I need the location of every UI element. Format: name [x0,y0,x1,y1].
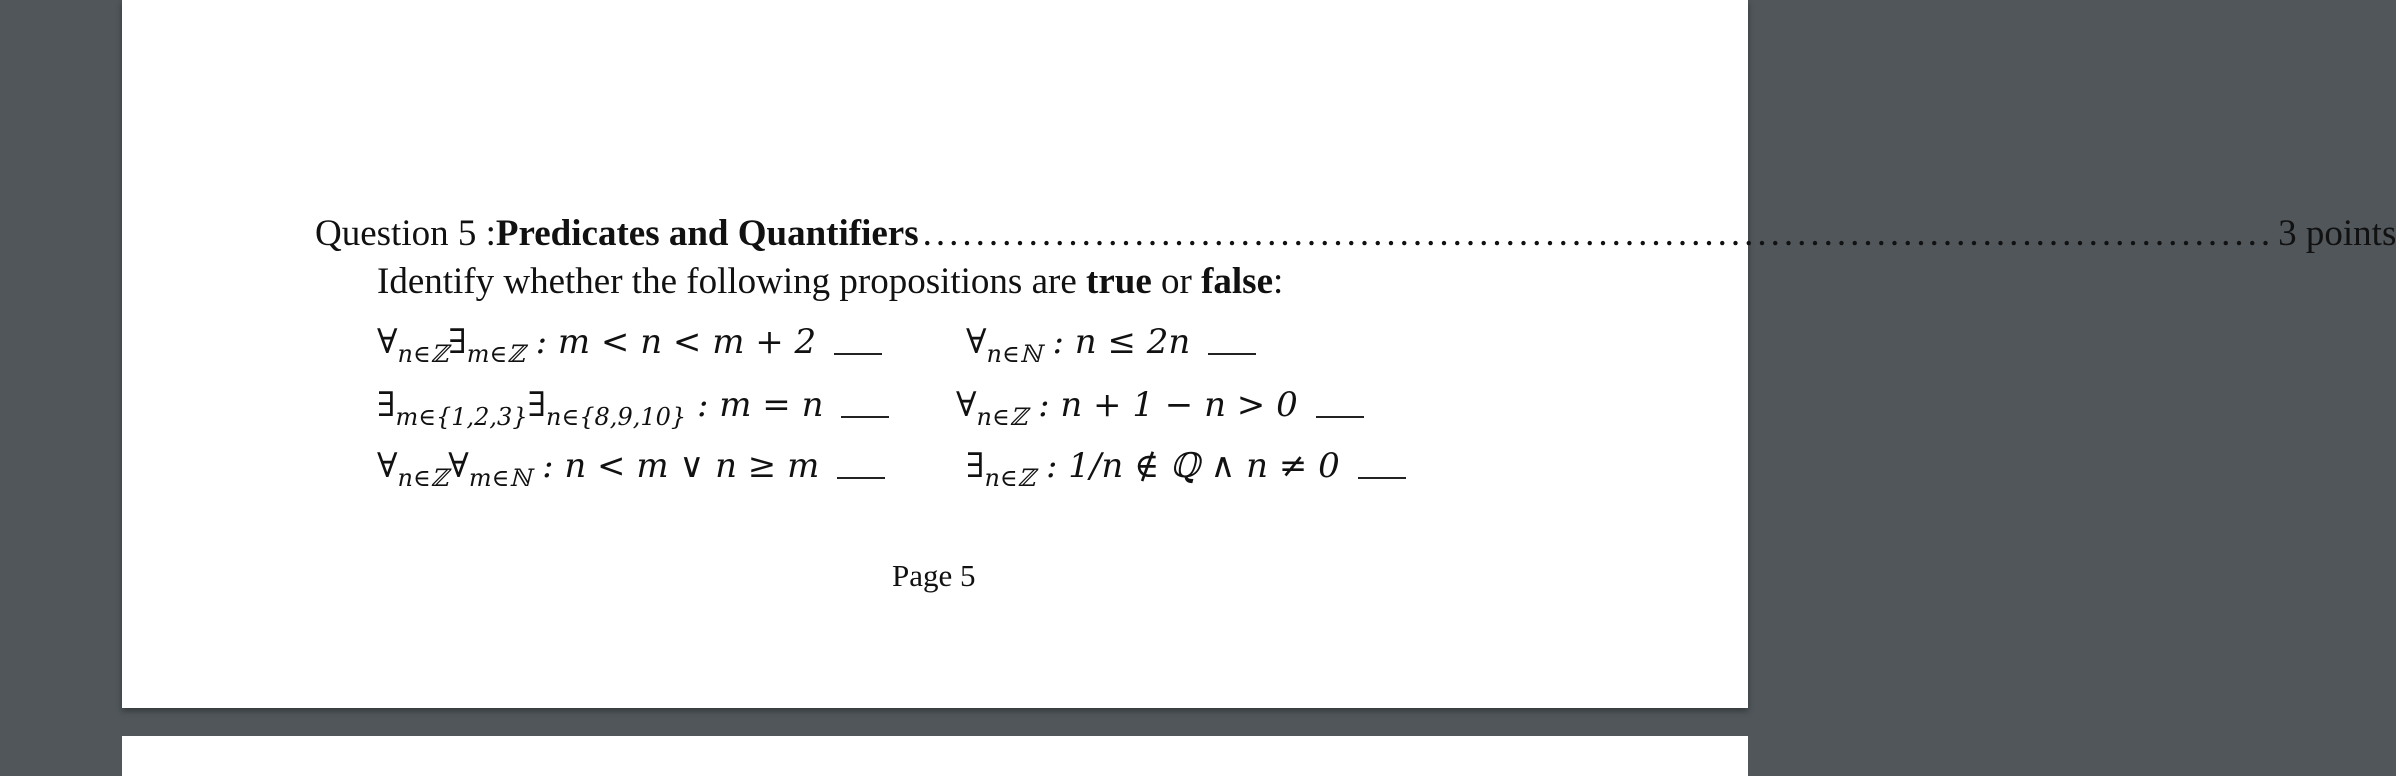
next-pdf-page [122,736,1748,776]
quantifier: ∀ [956,385,977,425]
answer-blank[interactable] [1316,416,1364,418]
instruction-before: Identify whether the following propositions are [377,261,1086,302]
pdf-page [122,0,1748,708]
proposition-body: : n < m ∨ n ≥ m [531,446,820,486]
answer-blank[interactable] [1358,477,1406,479]
quantifier: ∃ [966,446,985,486]
proposition-left-2 [377,385,889,431]
question-number: Question 5 : [315,213,496,254]
question-title: Predicates and Quantifiers [495,213,919,254]
quantifier: ∀ [448,446,469,486]
proposition-right-1 [966,322,1256,368]
quantifier-domain: m∈{1,2,3} [395,403,528,431]
quantifier-domain: n∈ℤ [397,340,449,368]
proposition-right-2 [956,385,1364,431]
answer-blank[interactable] [834,353,882,355]
proposition-body: : n ≤ 2n [1041,322,1191,362]
proposition-right-3 [966,446,1406,492]
quantifier-domain: n∈{8,9,10} [546,403,687,431]
proposition-left-3 [377,446,885,492]
instruction-true: true [1086,261,1152,302]
proposition-left-1 [377,322,882,368]
answer-blank[interactable] [1208,353,1256,355]
instruction-false: false [1201,261,1274,302]
quantifier: ∃ [377,385,396,425]
instruction-or: or [1151,261,1202,302]
quantifier-domain: n∈ℤ [397,464,449,492]
quantifier-domain: m∈ℤ [466,340,525,368]
answer-blank[interactable] [841,416,889,418]
quantifier: ∃ [527,385,547,425]
quantifier: ∀ [966,322,987,362]
quantifier: ∀ [377,446,398,486]
page-number: Page 5 [892,558,976,593]
proposition-body: : m = n [686,385,824,425]
proposition-body: : 1/n ∉ ℚ ∧ n ≠ 0 [1035,446,1340,486]
quantifier: ∀ [377,322,398,362]
question-points: 3 points [2278,213,2396,254]
quantifier-domain: m∈ℕ [468,464,532,492]
instruction-after: : [1273,261,1284,302]
proposition-body: : m < n < m + 2 [524,322,817,362]
quantifier-domain: n∈ℤ [984,464,1036,492]
instruction-text [377,260,1283,303]
quantifier: ∃ [448,322,467,362]
question-header [315,212,2396,255]
dot-leader: ...................................................................................................... [922,213,2275,254]
answer-blank[interactable] [837,477,885,479]
proposition-body: : n + 1 − n > 0 [1027,385,1298,425]
quantifier-domain: n∈ℤ [976,403,1028,431]
quantifier-domain: n∈ℕ [986,340,1042,368]
